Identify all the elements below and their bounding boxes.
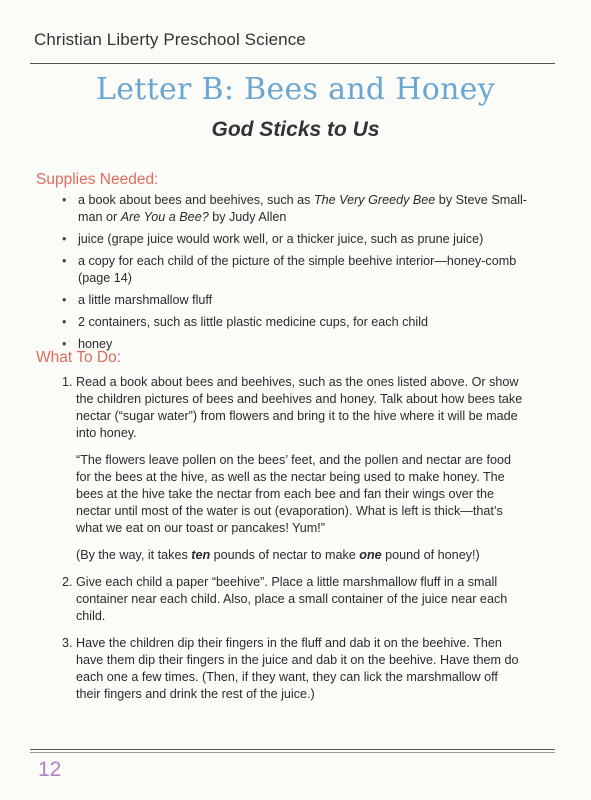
step-item	[62, 635, 524, 703]
step-item	[62, 574, 524, 625]
supply-item: • a copy for each child of the picture of the simple beehive interior—honey-comb (page 14)	[60, 253, 530, 287]
steps-list	[62, 374, 524, 713]
supply-item: • honey	[60, 336, 530, 353]
supplies-list	[60, 192, 530, 358]
page-title: Letter B: Bees and Honey	[96, 72, 495, 107]
step-number: 2.	[62, 575, 73, 589]
footer-rule	[30, 749, 555, 750]
step-quote: “The flowers leave pollen on the bees’ feet, and the pollen and nectar are food for the bees at the hive, as well as the nectar being used to make honey. The bees at the hive take the nectar from each bee and fan their wings over the nectar until most of the water is out (evaporation). What is left is thick—that’s what we eat on our toast or pancakes! Yum!”	[76, 453, 512, 535]
supply-item: • juice (grape juice would work well, or a thicker juice, such as prune juice)	[60, 231, 530, 248]
step-paragraph: Read a book about bees and beehives, such as the ones listed above. Or show the children pictures of bees and beehives and honey. Talk about how bees take nectar (“sugar water”) from flowers and bring it to the hive where it will be made into honey.	[76, 375, 523, 440]
supply-item: • a book about bees and beehives, such as The Very Greedy Bee by Steve Small-man or Are You a Bee? by Judy Allen	[60, 192, 530, 226]
step-number: 3.	[62, 636, 73, 650]
running-header: Christian Liberty Preschool Science	[34, 30, 306, 49]
supply-item: • a little marshmallow fluff	[60, 292, 530, 309]
supplies-heading: Supplies Needed:	[36, 171, 159, 188]
step-note: (By the way, it takes ten pounds of nectar to make one pound of honey!)	[76, 548, 480, 562]
step-paragraph: Give each child a paper “beehive”. Place a little marshmallow fluff in a small container near each child. Also, place a small container of the juice near each child.	[76, 575, 508, 623]
todo-heading: What To Do:	[36, 349, 122, 366]
footer-rule-secondary	[30, 752, 555, 753]
step-paragraph: Have the children dip their fingers in the fluff and dab it on the beehive. Then have them dip their fingers in the juice and dab it on the beehive. Have them do each one a few times. (Then, if they want, they can lick the marshmallow off their fingers and drink the rest of the juice.)	[76, 636, 519, 701]
header-rule	[30, 63, 555, 64]
book-title: The Very Greedy Bee	[313, 193, 436, 207]
page-subtitle: God Sticks to Us	[211, 118, 380, 141]
supply-item: • 2 containers, such as little plastic medicine cups, for each child	[60, 314, 530, 331]
step-item	[62, 374, 524, 564]
step-number: 1.	[62, 375, 73, 389]
book-title: Are You a Bee?	[120, 210, 209, 224]
page-number: 12	[38, 758, 62, 781]
